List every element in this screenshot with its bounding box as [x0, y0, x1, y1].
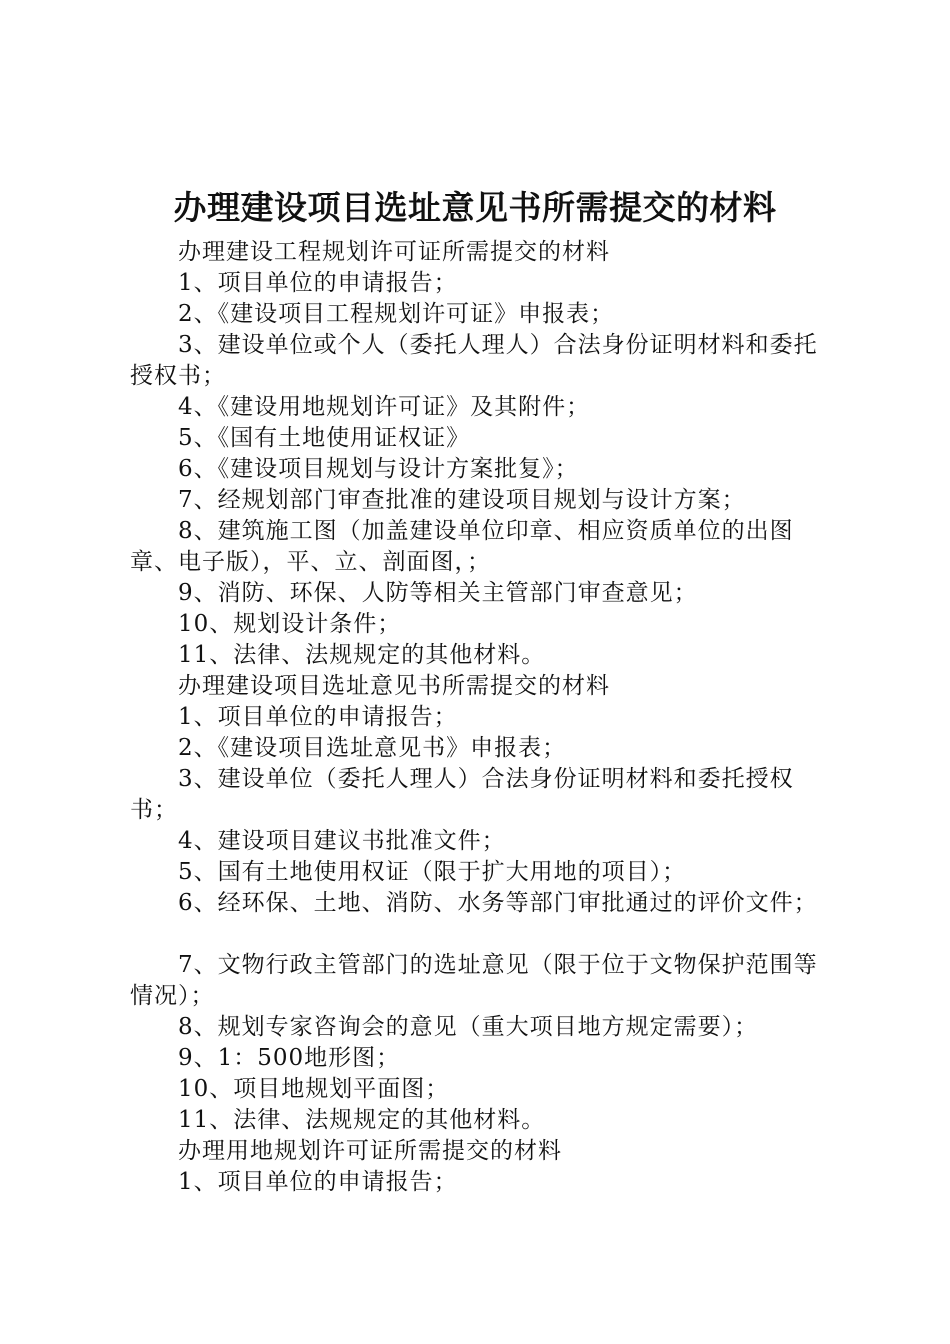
document-title: 办理建设项目选址意见书所需提交的材料 — [173, 188, 777, 227]
list-item: 5、国有土地使用权证（限于扩大用地的项目）； — [178, 859, 687, 885]
blank-line — [130, 919, 840, 950]
list-item: 7、经规划部门审查批准的建设项目规划与设计方案； — [178, 487, 746, 513]
list-item: 3、建设单位（委托人理人）合法身份证明材料和委托授权书； — [130, 766, 794, 823]
list-item: 9、1：500地形图； — [178, 1045, 401, 1071]
list-item: 4、建设项目建议书批准文件； — [178, 828, 506, 854]
list-item: 11、法律、法规规定的其他材料。 — [178, 1107, 546, 1133]
list-item: 9、消防、环保、人防等相关主管部门审查意见； — [178, 580, 698, 606]
list-item: 6、《建设项目规划与设计方案批复》； — [178, 456, 579, 482]
section-heading: 办理建设项目选址意见书所需提交的材料 — [178, 673, 610, 699]
list-item: 2、《建设项目选址意见书》申报表； — [178, 735, 567, 761]
list-item: 6、经环保、土地、消防、水务等部门审批通过的评价文件； — [178, 890, 818, 916]
list-item: 4、《建设用地规划许可证》及其附件； — [178, 394, 591, 420]
section-heading: 办理建设工程规划许可证所需提交的材料 — [178, 239, 610, 265]
list-item: 8、建筑施工图（加盖建设单位印章、相应资质单位的出图章、电子版），平、立、剖面图，； — [130, 518, 794, 575]
list-item: 1、项目单位的申请报告； — [178, 270, 458, 296]
document-body — [130, 237, 840, 1198]
list-item: 11、法律、法规规定的其他材料。 — [178, 642, 546, 668]
list-item: 3、建设单位或个人（委托人理人）合法身份证明材料和委托授权书； — [130, 332, 818, 389]
list-item: 7、文物行政主管部门的选址意见（限于位于文物保护范围等情况）； — [130, 952, 818, 1009]
list-item: 1、项目单位的申请报告； — [178, 1169, 458, 1195]
list-item: 5、《国有土地使用证权证》 — [178, 425, 471, 451]
list-item: 1、项目单位的申请报告； — [178, 704, 458, 730]
section-heading: 办理用地规划许可证所需提交的材料 — [178, 1138, 562, 1164]
list-item: 10、规划设计条件； — [178, 611, 402, 637]
list-item: 8、规划专家咨询会的意见（重大项目地方规定需要）； — [178, 1014, 759, 1040]
list-item: 2、《建设项目工程规划许可证》申报表； — [178, 301, 615, 327]
list-item: 10、项目地规划平面图； — [178, 1076, 450, 1102]
